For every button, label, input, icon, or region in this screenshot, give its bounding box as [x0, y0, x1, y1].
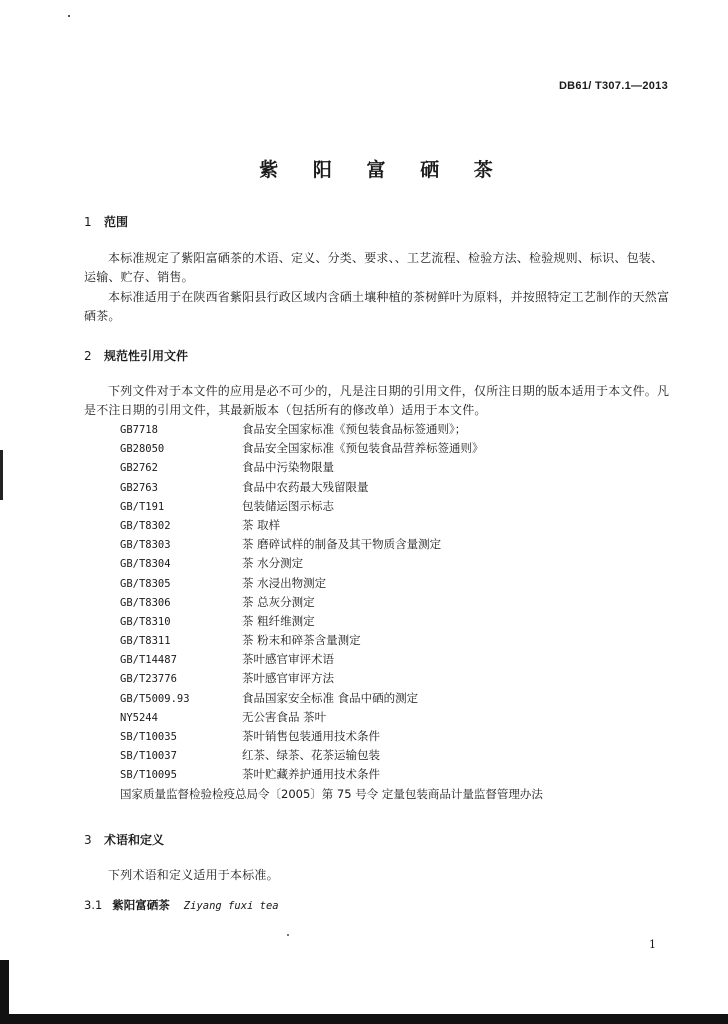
scope-paragraph-1: 本标准规定了紫阳富硒茶的术语、定义、分类、要求、、工艺流程、检验方法、检验规则、标识、包装、运输、贮存、销售。 — [84, 251, 664, 284]
reference-code: GB2763 — [120, 481, 158, 494]
reference-item — [120, 631, 484, 650]
reference-decree: 国家质量监督检验检疫总局令〔2005〕第 75 号令 定量包装商品计量监督管理办法 — [120, 787, 543, 801]
reference-item — [120, 765, 484, 784]
reference-code: GB/T14487 — [120, 654, 177, 667]
reference-item — [120, 746, 484, 765]
section-number: 3 — [84, 833, 92, 847]
standard-code: DB61/ T307.1—2013 — [558, 80, 668, 92]
reference-title: 茶 总灰分测定 — [242, 594, 315, 609]
section-heading-normative-references — [84, 347, 188, 364]
reference-item — [120, 574, 484, 593]
reference-title: 茶 水分测定 — [242, 556, 304, 571]
reference-item — [120, 420, 484, 439]
reference-code: GB/T8302 — [120, 519, 171, 532]
reference-title: 包装储运图示标志 — [242, 498, 334, 513]
reference-title: 茶 水浸出物测定 — [242, 575, 327, 590]
scan-edge-mark — [0, 1014, 728, 1024]
reference-title: 茶 磨碎试样的制备及其干物质含量测定 — [242, 537, 442, 552]
reference-item — [120, 689, 484, 708]
reference-item — [120, 612, 484, 631]
subsection-number: 3.1 — [84, 898, 103, 912]
term-name: 紫阳富硒茶 — [112, 898, 170, 912]
section-heading-scope — [84, 213, 128, 230]
reference-item — [120, 650, 484, 669]
reference-code: GB/T8305 — [120, 577, 171, 590]
section-number: 1 — [84, 215, 92, 229]
reference-code: SB/T10095 — [120, 769, 177, 782]
reference-code: GB/T8304 — [120, 558, 171, 571]
reference-item — [120, 516, 484, 535]
reference-title: 茶 粉末和碎茶含量测定 — [242, 633, 361, 648]
reference-title: 食品国家安全标准 食品中硒的测定 — [242, 690, 419, 705]
section-title: 规范性引用文件 — [104, 349, 189, 363]
reference-item — [120, 727, 484, 746]
reference-code: GB/T8303 — [120, 539, 171, 552]
reference-code: GB/T23776 — [120, 673, 177, 686]
reference-title: 食品中污染物限量 — [242, 460, 334, 475]
reference-title: 食品中农药最大残留限量 — [242, 479, 369, 494]
reference-code: GB/T8311 — [120, 635, 171, 648]
reference-code: GB2762 — [120, 462, 158, 475]
scan-speck — [287, 934, 289, 936]
section-title: 术语和定义 — [104, 833, 165, 847]
scan-speck — [68, 15, 70, 17]
reference-title: 食品安全国家标准《预包装食品营养标签通则》 — [242, 441, 484, 456]
reference-title: 茶 取样 — [242, 517, 281, 532]
reference-list — [120, 420, 484, 785]
reference-title: 茶叶感官审评方法 — [242, 671, 334, 686]
reference-code: GB28050 — [120, 443, 165, 456]
reference-title: 红茶、绿茶、花茶运输包装 — [242, 748, 380, 763]
reference-code: GB/T8306 — [120, 596, 171, 609]
reference-title: 茶叶感官审评术语 — [242, 652, 334, 667]
reference-title: 茶 粗纤维测定 — [242, 613, 315, 628]
reference-item — [120, 535, 484, 554]
reference-item — [120, 554, 484, 573]
scope-paragraph-2: 本标准适用于在陕西省紫阳县行政区域内含硒土壤种植的茶树鲜叶为原料，并按照特定工艺制作的天然富硒茶。 — [84, 290, 670, 323]
reference-item — [120, 708, 484, 727]
terms-intro-paragraph: 下列术语和定义适用于本标准。 — [108, 868, 279, 882]
reference-title: 食品安全国家标准《预包装食品标签通则》； — [242, 422, 467, 436]
reference-item — [120, 439, 484, 458]
page-number: 1 — [649, 938, 656, 951]
reference-code: SB/T10035 — [120, 731, 177, 743]
reference-item — [120, 478, 484, 497]
section-number: 2 — [84, 349, 92, 363]
reference-code: GB/T191 — [120, 500, 165, 513]
subsection-heading-term — [84, 897, 279, 913]
reference-item — [120, 593, 484, 612]
reference-item — [120, 458, 484, 477]
document-title: 紫 阳 富 硒 茶 — [259, 159, 507, 181]
reference-code: GB/T5009.93 — [120, 692, 190, 705]
section-heading-terms — [84, 831, 164, 848]
references-intro-paragraph: 下列文件对于本文件的应用是必不可少的，凡是注日期的引用文件，仅所注日期的版本适用于本文件。凡是不注日期的引用文件，其最新版本（包括所有的修改单）适用于本文件。 — [84, 384, 670, 417]
reference-item — [120, 497, 484, 516]
reference-code: NY5244 — [120, 711, 158, 724]
scan-edge-mark — [0, 450, 3, 500]
reference-code: SB/T10037 — [120, 750, 177, 763]
reference-title: 茶叶贮藏养护通用技术条件 — [242, 767, 380, 782]
section-title: 范围 — [104, 215, 129, 229]
reference-title: 茶叶销售包装通用技术条件 — [242, 729, 380, 743]
reference-code: GB/T8310 — [120, 615, 171, 628]
reference-item — [120, 669, 484, 688]
term-english: Ziyang fuxi tea — [183, 900, 279, 912]
reference-code: GB7718 — [120, 424, 158, 436]
reference-title: 无公害食品 茶叶 — [242, 709, 327, 724]
